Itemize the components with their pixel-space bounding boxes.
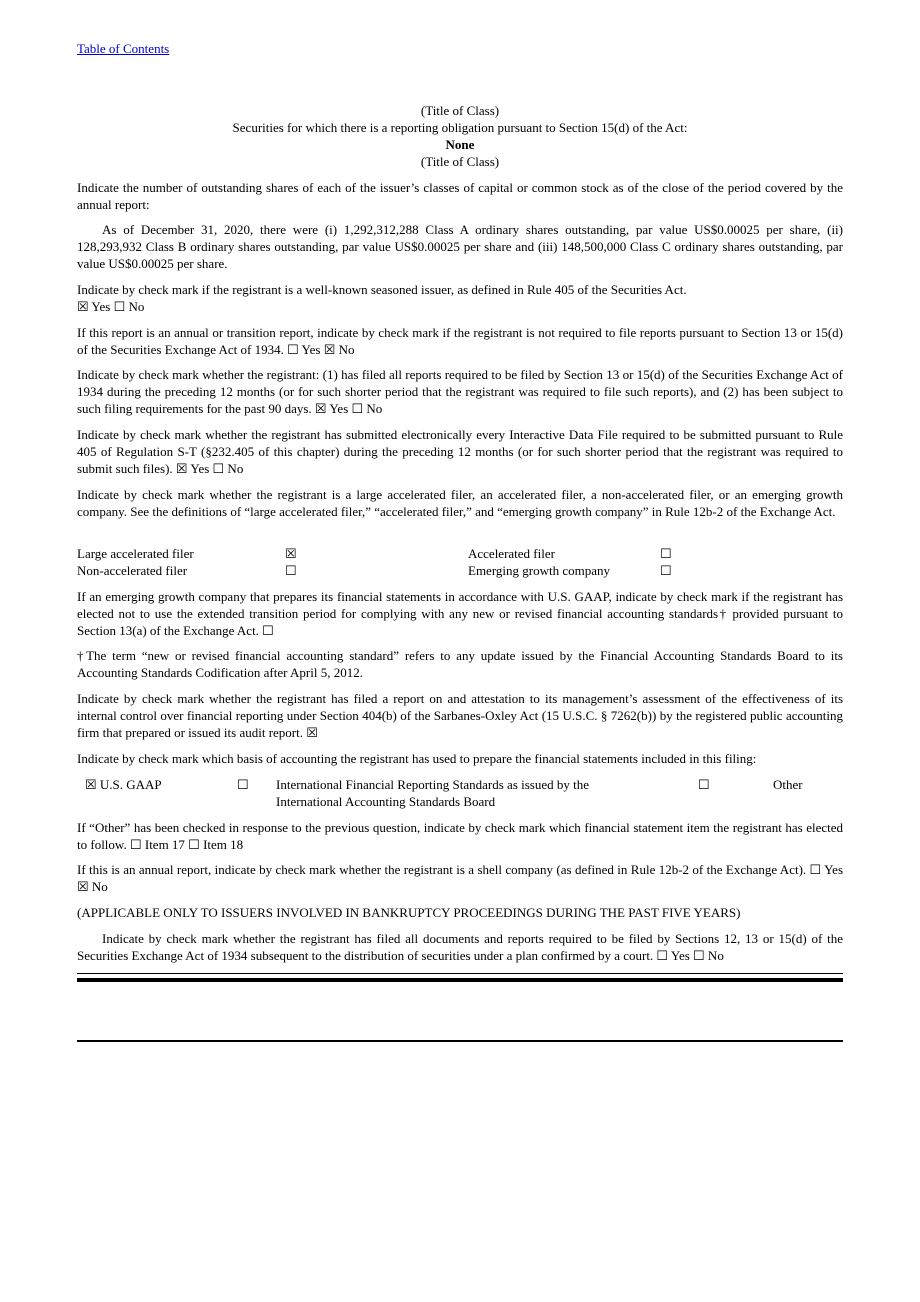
section-15d-line: Securities for which there is a reporting obligation pursuant to Section 15(d) of the Act: bbox=[232, 120, 688, 135]
shell-company-question: If this is an annual report, indicate by check mark whether the registrant is a shell company (as defined in Rule 12b-2 of the Exchange Act). ☐ Yes ☒ No bbox=[77, 862, 843, 894]
us-gaap-option: ☒ U.S. GAAP bbox=[85, 777, 162, 792]
egc-question: If an emerging growth company that prepares its financial statements in accordance with U.S. GAAP, indicate by check mark if the registrant has elected not to use the extended transition period for complying with any new or revised financial accounting standards† provided pursuant to Section 13(a) of the Exchange Act. ☐ bbox=[77, 589, 843, 638]
table-row bbox=[77, 545, 843, 562]
non-accelerated-label: Non-accelerated filer bbox=[77, 563, 188, 578]
large-accelerated-label: Large accelerated filer bbox=[77, 546, 194, 561]
table-of-contents-link[interactable]: Table of Contents bbox=[77, 41, 170, 56]
basis-question: Indicate by check mark which basis of accounting the registrant has used to prepare the financial statements included in this filing: bbox=[77, 751, 757, 766]
large-accelerated-checkbox: ☒ bbox=[285, 546, 297, 561]
bankruptcy-heading: (APPLICABLE ONLY TO ISSUERS INVOLVED IN BANKRUPTCY PROCEEDINGS DURING THE PAST FIVE YEARS) bbox=[77, 905, 741, 920]
table-row bbox=[77, 776, 843, 810]
title-of-class-1: (Title of Class) bbox=[420, 103, 500, 118]
ifrs-line-1: International Financial Reporting Standards as issued by the bbox=[276, 777, 590, 792]
accounting-basis-table bbox=[77, 776, 843, 810]
icfr-question: Indicate by check mark whether the registrant has filed a report on and attestation to its management’s assessment of the effectiveness of its internal control over financial reporting under Section 404(b) of the Sarbanes-Oxley Act (15 U.S.C. § 7262(b)) by the registered public accounting firm that prepared or issued its audit report. ☒ bbox=[77, 691, 843, 740]
other-checkbox: ☐ bbox=[698, 777, 710, 792]
wksi-answer: ☒ Yes ☐ No bbox=[77, 299, 145, 314]
divider-bottom bbox=[77, 1040, 843, 1042]
not-required-question: If this report is an annual or transition report, indicate by check mark if the registrant is not required to file reports pursuant to Section 13 or 15(d) of the Securities Exchange Act of 1934. ☐ Yes ☒ No bbox=[77, 325, 843, 357]
dagger-footnote: †The term “new or revised financial accounting standard” refers to any update issued by the Financial Accounting Standards Board to its Accounting Standards Codification after April 5, 2012. bbox=[77, 648, 843, 680]
divider-thin bbox=[77, 973, 843, 974]
filed-all-question: Indicate by check mark whether the registrant: (1) has filed all reports required to be filed by Section 13 or 15(d) of the Securities Exchange Act of 1934 during the preceding 12 months (or for such shorter period that the registrant was required to file such reports), and (2) has been subject to such filing requirements for the past 90 days. ☒ Yes ☐ No bbox=[77, 367, 843, 416]
none-label: None bbox=[445, 137, 475, 152]
table-row bbox=[77, 562, 843, 579]
bankruptcy-question: Indicate by check mark whether the registrant has filed all documents and reports required to be filed by Sections 12, 13 or 15(d) of the Securities Exchange Act of 1934 subsequent to the distribution of securities under a plan confirmed by a court. ☐ Yes ☐ No bbox=[77, 931, 843, 963]
outstanding-intro: Indicate the number of outstanding shares of each of the issuer’s classes of capital or common stock as of the close of the period covered by the annual report: bbox=[77, 180, 843, 212]
interactive-data-question: Indicate by check mark whether the registrant has submitted electronically every Interactive Data File required to be submitted pursuant to Rule 405 of Regulation S-T (§232.405 of this chapter) during the preceding 12 months (or for such shorter period that the registrant was required to submit such files). ☒ Yes ☐ No bbox=[77, 427, 843, 476]
accelerated-checkbox: ☐ bbox=[660, 546, 672, 561]
ifrs-option bbox=[276, 776, 698, 810]
ifrs-checkbox: ☐ bbox=[237, 777, 249, 792]
filer-status-table bbox=[77, 545, 843, 579]
egc-checkbox: ☐ bbox=[660, 563, 672, 578]
outstanding-detail: As of December 31, 2020, there were (i) 1,292,312,288 Class A ordinary shares outstanding, par value US$0.00025 per share, (ii) 128,293,932 Class B ordinary shares outstanding, par value US$0.00025 per share and (iii) 148,500,000 Class C ordinary shares outstanding, par value US$0.00025 per share. bbox=[77, 222, 843, 271]
filer-status-question: Indicate by check mark whether the registrant is a large accelerated filer, an accelerated filer, a non-accelerated filer, or an emerging growth company. See the definitions of “large accelerated filer,” “accelerated filer,” and “emerging growth company” in Rule 12b-2 of the Exchange Act. bbox=[77, 487, 843, 519]
ifrs-line-2: International Accounting Standards Board bbox=[276, 794, 496, 809]
title-of-class-2: (Title of Class) bbox=[420, 154, 500, 169]
other-option: Other bbox=[773, 777, 803, 792]
non-accelerated-checkbox: ☐ bbox=[285, 563, 297, 578]
wksi-question: Indicate by check mark if the registrant is a well-known seasoned issuer, as defined in Rule 405 of the Securities Act. bbox=[77, 282, 687, 297]
divider-thick bbox=[77, 978, 843, 982]
egc-label: Emerging growth company bbox=[468, 563, 611, 578]
accelerated-label: Accelerated filer bbox=[468, 546, 555, 561]
other-item-question: If “Other” has been checked in response to the previous question, indicate by check mark which financial statement item the registrant has elected to follow. ☐ Item 17 ☐ Item 18 bbox=[77, 820, 843, 852]
